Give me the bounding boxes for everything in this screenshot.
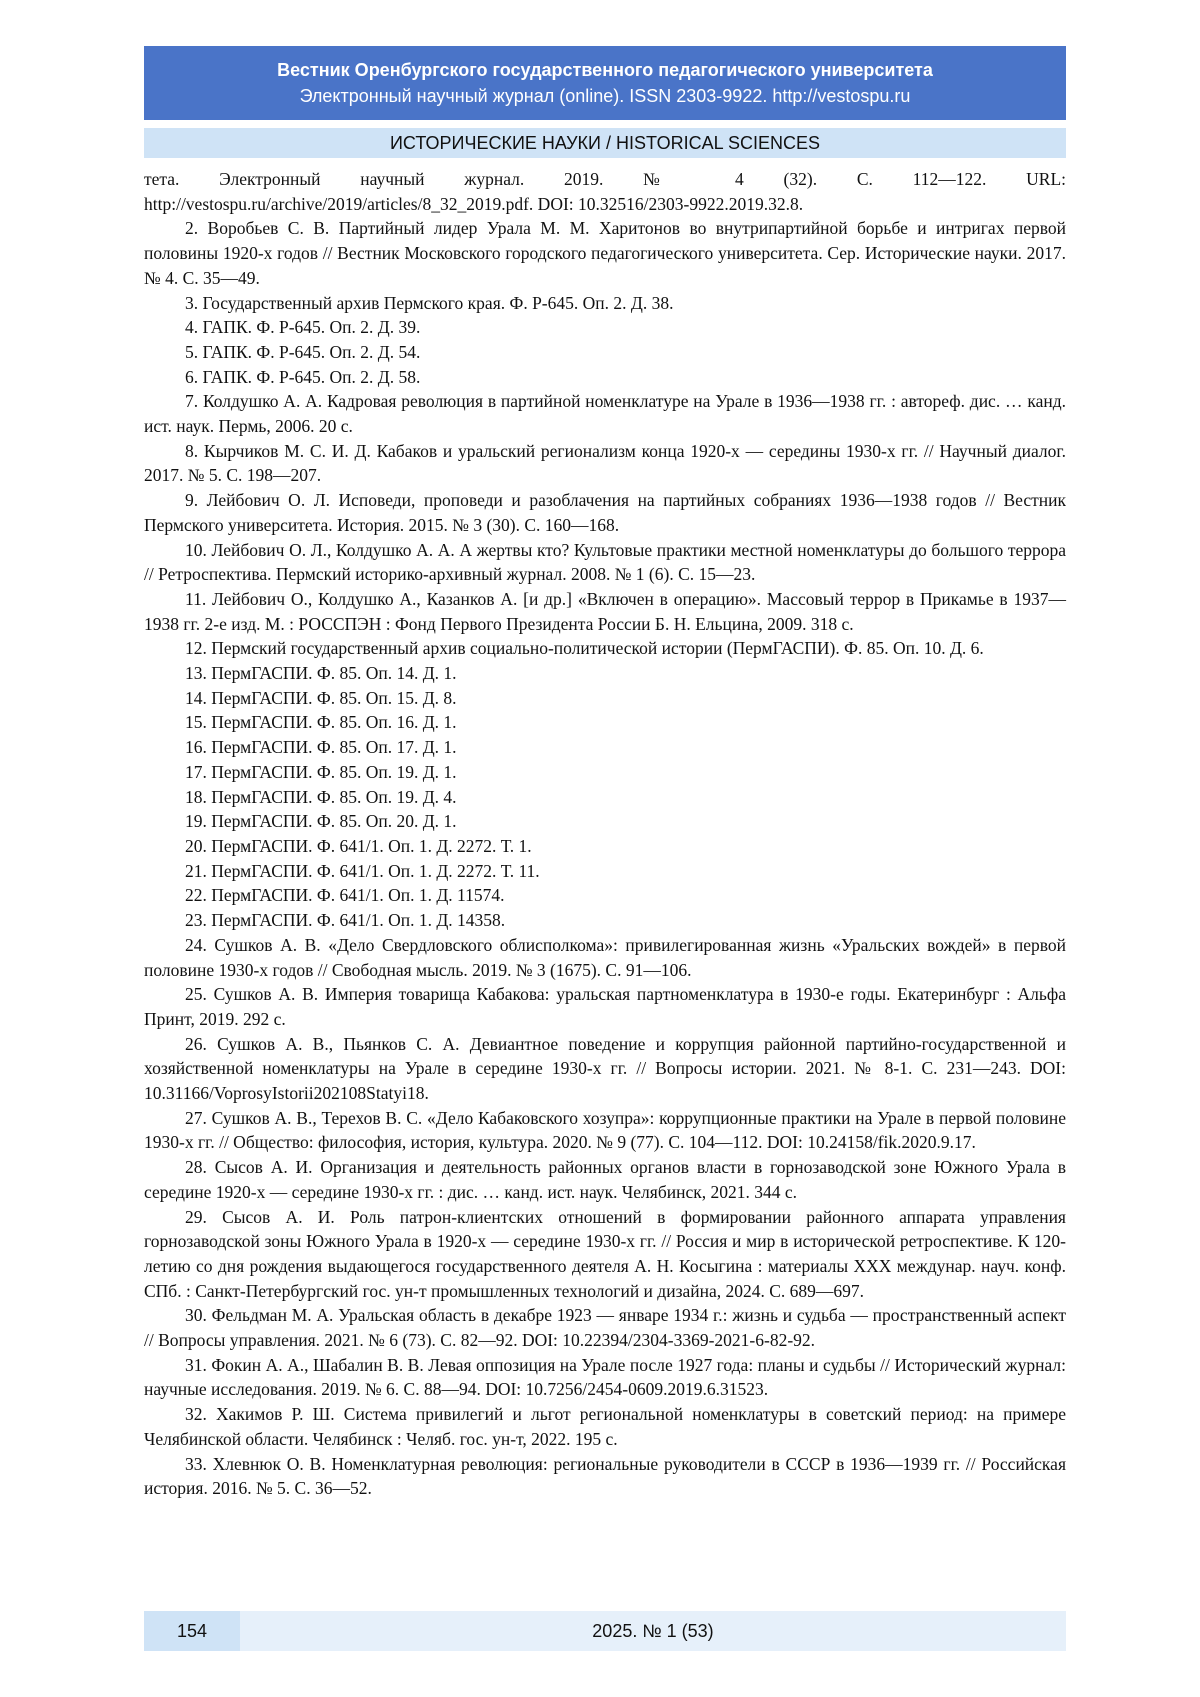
reference-item: 27. Сушков А. В., Терехов В. С. «Дело Кабаковского хозупра»: коррупционные практики на Урале в первой половине 1930-х гг. // Общество: философия, история, культура. 2020. № 9 (77). С. 104—112. DOI: 10.24158/fik.2020.9.17. bbox=[144, 1107, 1066, 1153]
reference-item: 20. ПермГАСПИ. Ф. 641/1. Оп. 1. Д. 2272. Т. 1. bbox=[185, 835, 532, 856]
reference-item: 13. ПермГАСПИ. Ф. 85. Оп. 14. Д. 1. bbox=[185, 663, 457, 684]
reference-item: 18. ПермГАСПИ. Ф. 85. Оп. 19. Д. 4. bbox=[185, 786, 457, 807]
reference-item: 21. ПермГАСПИ. Ф. 641/1. Оп. 1. Д. 2272. Т. 11. bbox=[185, 860, 540, 881]
reference-item: 3. Государственный архив Пермского края. Ф. Р-645. Оп. 2. Д. 38. bbox=[185, 292, 674, 313]
page-number: 154 bbox=[144, 1611, 240, 1651]
reference-item: 33. Хлевнюк О. В. Номенклатурная революция: региональные руководители в СССР в 1936—1939 гг. // Российская история. 2016. № 5. С. 36—52. bbox=[144, 1453, 1066, 1499]
page-footer bbox=[144, 1611, 1066, 1651]
reference-item: 12. Пермский государственный архив социально-политической истории (ПермГАСПИ). Ф. 85. Оп. 10. Д. 6. bbox=[185, 638, 984, 659]
reference-item: 32. Хакимов Р. Ш. Система привилегий и льгот региональной номенклатуры в советский период: на примере Челябинской области. Челябинск : Челяб. гос. ун-т, 2022. 195 с. bbox=[144, 1404, 1066, 1449]
reference-item: 24. Сушков А. В. «Дело Свердловского облисполкома»: привилегированная жизнь «Уральских вождей» в первой половине 1930-х годов // Свободная мысль. 2019. № 3 (1675). С. 91—106. bbox=[144, 934, 1066, 980]
reference-item: тета. Электронный научный журнал. 2019. № 4 (32). С. 112—122. URL: http://vestospu.ru/archive/2019/articles/8_32_2019.pdf. DOI: 10.32516/2303-9922.2019.32.8. bbox=[144, 169, 1066, 214]
reference-item: 19. ПермГАСПИ. Ф. 85. Оп. 20. Д. 1. bbox=[185, 811, 457, 832]
reference-item: 11. Лейбович О., Колдушко А., Казанков А. [и др.] «Включен в операцию». Массовый террор в Прикамье в 1937—1938 гг. 2-е изд. М. : РОССПЭН : Фонд Первого Президента России Б. Н. Ельцина, 2009. 318 с. bbox=[144, 588, 1066, 634]
reference-item: 17. ПермГАСПИ. Ф. 85. Оп. 19. Д. 1. bbox=[185, 761, 457, 782]
journal-title: Вестник Оренбургского государственного педагогического университета bbox=[277, 60, 933, 80]
reference-item: 31. Фокин А. А., Шабалин В. В. Левая оппозиция на Урале после 1927 года: планы и судьбы // Исторический журнал: научные исследования. 2019. № 6. С. 88—94. DOI: 10.7256/2454-0609.2019.6.31523. bbox=[144, 1354, 1066, 1400]
reference-item: 23. ПермГАСПИ. Ф. 641/1. Оп. 1. Д. 14358. bbox=[185, 910, 506, 931]
reference-item: 14. ПермГАСПИ. Ф. 85. Оп. 15. Д. 8. bbox=[185, 687, 457, 708]
section-title: ИСТОРИЧЕСКИЕ НАУКИ / HISTORICAL SCIENCES bbox=[144, 128, 1066, 158]
reference-item: 16. ПермГАСПИ. Ф. 85. Оп. 17. Д. 1. bbox=[185, 737, 457, 758]
reference-item: 8. Кырчиков М. С. И. Д. Кабаков и уральский регионализм конца 1920-х — середины 1930-х гг. // Научный диалог. 2017. № 5. С. 198—207. bbox=[144, 440, 1066, 486]
reference-item: 9. Лейбович О. Л. Исповеди, проповеди и разоблачения на партийных собраниях 1936—1938 годов // Вестник Пермского университета. История. 2015. № 3 (30). С. 160—168. bbox=[144, 490, 1066, 535]
reference-item: 6. ГАПК. Ф. Р-645. Оп. 2. Д. 58. bbox=[185, 366, 421, 387]
journal-subtitle: Электронный научный журнал (online). ISSN 2303-9922. http://vestospu.ru bbox=[299, 86, 911, 106]
reference-item: 10. Лейбович О. Л., Колдушко А. А. А жертвы кто? Культовые практики местной номенклатуры до большого террора // Ретроспектива. Пермский историко-архивный журнал. 2008. № 1 (6). С. 15—23. bbox=[144, 539, 1066, 585]
reference-item: 15. ПермГАСПИ. Ф. 85. Оп. 16. Д. 1. bbox=[185, 712, 457, 733]
reference-item: 22. ПермГАСПИ. Ф. 641/1. Оп. 1. Д. 11574. bbox=[185, 885, 505, 906]
reference-item: 7. Колдушко А. А. Кадровая революция в партийной номенклатуре на Урале в 1936—1938 гг. : автореф. дис. … канд. ист. наук. Пермь, 2006. 20 с. bbox=[144, 391, 1066, 437]
reference-list bbox=[144, 167, 1066, 1501]
reference-item: 28. Сысов А. И. Организация и деятельность районных органов власти в горнозаводской зоне Южного Урала в середине 1920-х — середине 1930-х гг. : дис. … канд. ист. наук. Челябинск, 2021. 344 с. bbox=[144, 1157, 1066, 1202]
reference-item: 25. Сушков А. В. Империя товарища Кабакова: уральская партноменклатура в 1930-е годы. Екатеринбург : Альфа Принт, 2019. 292 с. bbox=[144, 984, 1066, 1029]
journal-header bbox=[144, 46, 1066, 120]
reference-item: 4. ГАПК. Ф. Р-645. Оп. 2. Д. 39. bbox=[185, 317, 421, 338]
reference-item: 2. Воробьев С. В. Партийный лидер Урала М. М. Харитонов во внутрипартийной борьбе и интригах первой половины 1920-х годов // Вестник Московского городского педагогического университета. Сер. Исторические науки. 2017. № 4. С. 35—49. bbox=[144, 218, 1066, 288]
reference-item: 29. Сысов А. И. Роль патрон-клиентских отношений в формировании районного аппарата управления горнозаводской зоны Южного Урала в 1920-х — середине 1930-х гг. // Россия и мир в исторической ретроспективе. К 120-летию со дня рождения выдающегося государственного деятеля А. Н. Косыгина : материалы XXX междунар. науч. конф. СПб. : Санкт-Петербургский гос. ун-т промышленных технологий и дизайна, 2024. С. 689—697. bbox=[144, 1206, 1066, 1301]
reference-item: 26. Сушков А. В., Пьянков С. А. Девиантное поведение и коррупция районной партийно-государственной и хозяйственной номенклатуры на Урале в середине 1930-х гг. // Вопросы истории. 2021. № 8-1. С. 231—243. DOI: 10.31166/VoprosyIstorii202108Statyi18. bbox=[144, 1033, 1066, 1104]
issue-label: 2025. № 1 (53) bbox=[592, 1621, 714, 1641]
reference-item: 30. Фельдман М. А. Уральская область в декабре 1923 — январе 1934 г.: жизнь и судьба — пространственный аспект // Вопросы управления. 2021. № 6 (73). С. 82—92. DOI: 10.22394/2304-3369-2021-6-82-92. bbox=[144, 1305, 1066, 1351]
reference-item: 5. ГАПК. Ф. Р-645. Оп. 2. Д. 54. bbox=[185, 341, 421, 362]
